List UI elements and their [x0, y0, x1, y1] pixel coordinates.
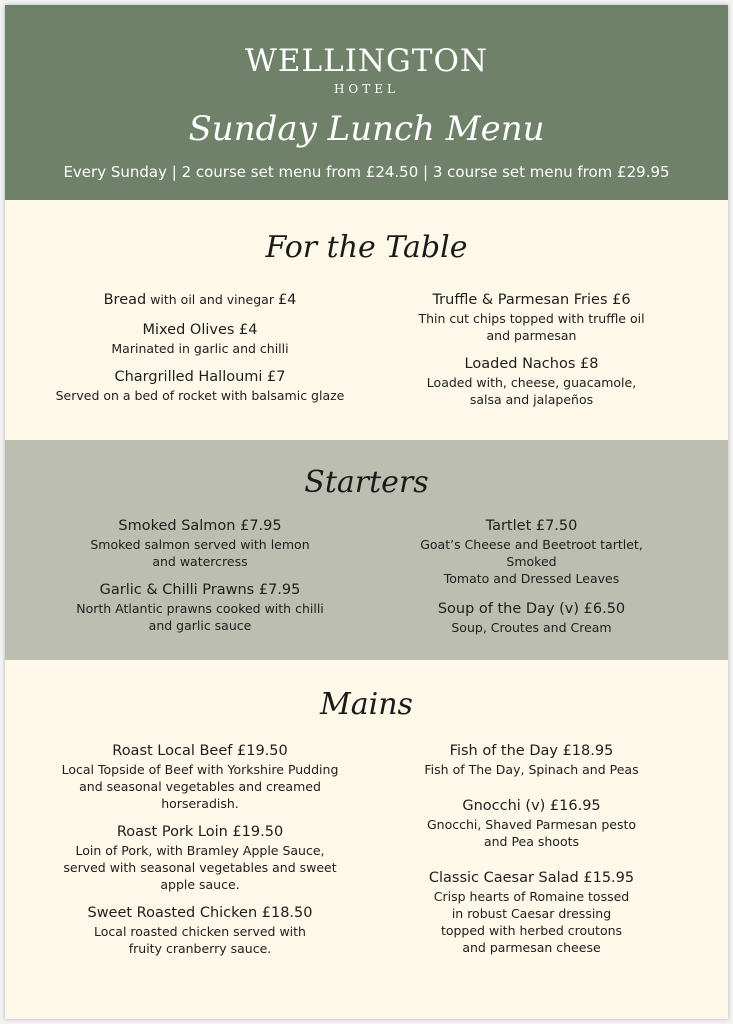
item-name: Fish of the Day £18.95 [449, 743, 614, 759]
section-mains [5, 660, 728, 1019]
item-name: Chargrilled Halloumi £7 [114, 369, 286, 385]
item-price: £4 [277, 292, 297, 308]
right-column [395, 516, 668, 646]
item-name: Loaded Nachos £8 [464, 356, 599, 372]
item-description-line: topped with herbed croutons [440, 923, 623, 938]
item-name: Garlic & Chilli Prawns £7.95 [99, 582, 301, 598]
item-description-line: and parmesan [486, 328, 577, 343]
item-inline-description: with oil and vinegar [146, 292, 278, 307]
menu-page [5, 5, 728, 1019]
item-name: Roast Local Beef £19.50 [112, 743, 288, 759]
hotel-subtitle: HOTEL [333, 82, 400, 96]
item-description-line: horseradish. [161, 796, 239, 811]
set-menu-pricing: Every Sunday | 2 course set menu from £24.50 | 3 course set menu from £29.95 [63, 163, 670, 181]
item-description-line: apple sauce. [160, 877, 240, 892]
item-name: Truffle & Parmesan Fries £6 [432, 292, 631, 308]
item-description-line: fruity cranberry sauce. [128, 941, 272, 956]
item-name-line [5, 290, 395, 310]
menu-item [5, 516, 395, 570]
right-column [395, 290, 668, 418]
item-description-line: and watercress [152, 554, 248, 569]
item-description: Marinated in garlic and chilli [111, 341, 289, 356]
item-name: Bread [103, 292, 147, 308]
menu-item [395, 868, 668, 956]
section-starters [5, 440, 728, 660]
item-name: Classic Caesar Salad £15.95 [428, 870, 635, 886]
item-description-line: and seasonal vegetables and creamed [79, 779, 321, 794]
item-description-line: Goat’s Cheese and Beetroot tartlet, Smoked [420, 537, 643, 569]
menu-item [5, 367, 395, 404]
menu-item [395, 796, 668, 850]
menu-header [5, 5, 728, 200]
section-heading: For the Table [265, 230, 468, 265]
menu-item [395, 290, 668, 344]
menu-item [5, 320, 395, 357]
menu-item [5, 903, 395, 957]
left-column [5, 741, 395, 967]
item-description-line: Loin of Pork, with Bramley Apple Sauce, [75, 843, 325, 858]
menu-item [5, 580, 395, 634]
item-description-line: North Atlantic prawns cooked with chilli [76, 601, 324, 616]
menu-item [395, 516, 668, 587]
item-description-line: in robust Caesar dressing [451, 906, 612, 921]
item-name: Tartlet £7.50 [485, 518, 578, 534]
item-description-line: Tomato and Dressed Leaves [443, 571, 620, 586]
item-description-line: Thin cut chips topped with truffle oil [418, 311, 645, 326]
item-description-line: Local Topside of Beef with Yorkshire Pudding [61, 762, 339, 777]
item-name: Gnocchi (v) £16.95 [462, 798, 601, 814]
hotel-name: WELLINGTON [244, 43, 488, 79]
item-name: Sweet Roasted Chicken £18.50 [87, 905, 313, 921]
menu-item [5, 741, 395, 812]
section-heading: Starters [304, 465, 429, 500]
section-for-the-table [5, 200, 728, 440]
item-description-line: and parmesan cheese [462, 940, 601, 955]
item-description-line: Gnocchi, Shaved Parmesan pesto [426, 817, 637, 832]
left-column [5, 516, 395, 644]
menu-item [5, 290, 395, 310]
menu-title: Sunday Lunch Menu [188, 109, 545, 149]
item-name: Smoked Salmon £7.95 [118, 518, 282, 534]
item-description-line: salsa and jalapeños [469, 392, 594, 407]
item-description-line: Loaded with, cheese, guacamole, [426, 375, 637, 390]
item-description-line: served with seasonal vegetables and sweet [63, 860, 337, 875]
right-column [395, 741, 668, 966]
item-name: Soup of the Day (v) £6.50 [437, 601, 626, 617]
item-description-line: and garlic sauce [148, 618, 252, 633]
left-column [5, 290, 395, 414]
item-description-line: Smoked salmon served with lemon [90, 537, 310, 552]
section-heading: Mains [320, 687, 413, 722]
item-description-line: Fish of The Day, Spinach and Peas [424, 762, 639, 777]
menu-item [395, 599, 668, 636]
item-name: Mixed Olives £4 [142, 322, 258, 338]
item-description-line: Soup, Croutes and Cream [451, 620, 612, 635]
menu-item [395, 741, 668, 778]
item-description-line: and Pea shoots [483, 834, 580, 849]
item-description: Served on a bed of rocket with balsamic glaze [55, 388, 345, 403]
item-description-line: Local roasted chicken served with [94, 924, 306, 939]
menu-item [5, 822, 395, 893]
item-name: Roast Pork Loin £19.50 [116, 824, 284, 840]
item-description-line: Crisp hearts of Romaine tossed [433, 889, 630, 904]
menu-item [395, 354, 668, 408]
